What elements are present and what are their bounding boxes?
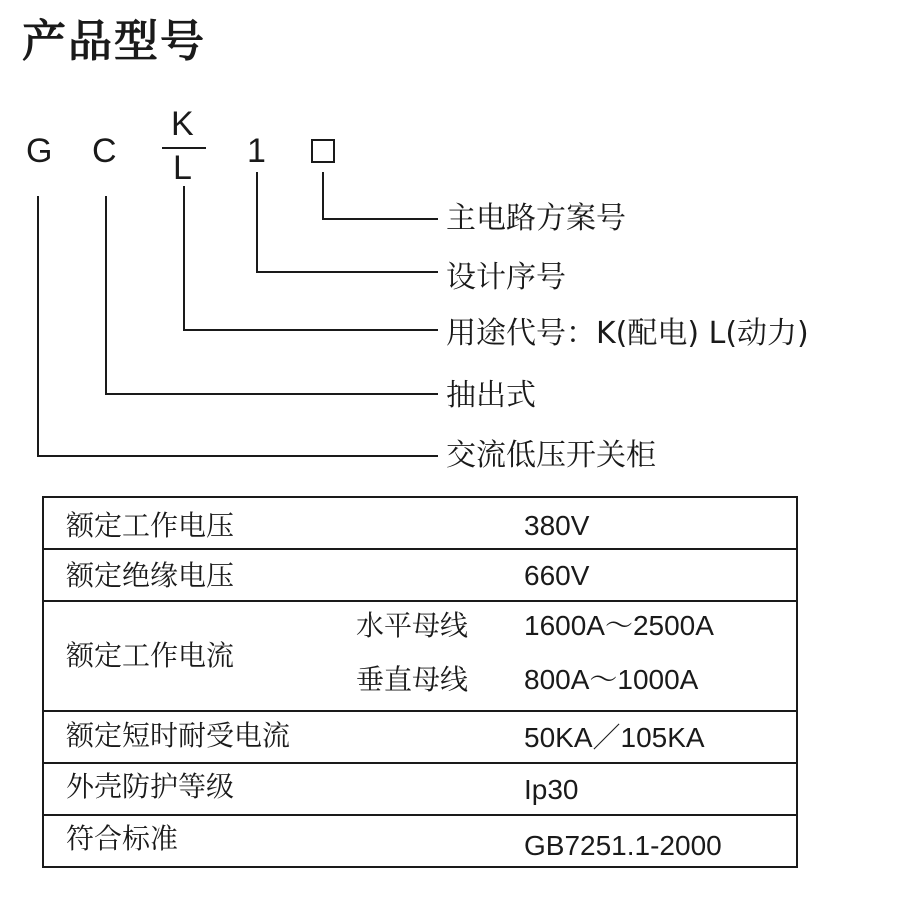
rated-short-time-withstand-current-value: 50KA／105KA xyxy=(524,722,705,753)
vertical-busbar-label: 垂直母线 xyxy=(356,663,469,696)
table-row xyxy=(43,497,797,549)
table-row xyxy=(43,711,797,763)
enclosure-protection-grade-value: Ip30 xyxy=(524,774,579,805)
horizontal-busbar-label: 水平母线 xyxy=(356,609,469,642)
rated-working-voltage-value: 380V xyxy=(524,510,590,541)
table-row-cell xyxy=(43,711,797,763)
rated-working-voltage-label: 额定工作电压 xyxy=(66,509,235,542)
leader-line-scheme xyxy=(323,172,438,219)
table-row-cell xyxy=(43,815,797,867)
code-letter-l: L xyxy=(173,149,192,187)
leader-line-drawout xyxy=(106,196,438,394)
vertical-busbar-value: 800A～1000A xyxy=(524,664,699,695)
rated-short-time-withstand-current-label: 额定短时耐受电流 xyxy=(66,719,291,752)
code-letter-g: G xyxy=(26,132,53,170)
leader-line-design xyxy=(257,172,438,272)
rated-insulation-voltage-value: 660V xyxy=(524,560,590,591)
table-row-cell xyxy=(43,497,797,549)
desc-drawout-type: 抽出式 xyxy=(446,378,536,413)
compliance-standard-value: GB7251.1-2000 xyxy=(524,830,722,861)
enclosure-protection-grade-label: 外壳防护等级 xyxy=(66,770,235,803)
desc-main-circuit-scheme: 主电路方案号 xyxy=(446,201,626,236)
leader-line-usage xyxy=(184,186,438,330)
table-row xyxy=(43,549,797,601)
code-digit-1: 1 xyxy=(247,132,266,170)
code-letter-c: C xyxy=(92,132,117,170)
leader-line-ac xyxy=(38,196,438,456)
desc-design-serial: 设计序号 xyxy=(446,260,566,295)
page-title: 产品型号 xyxy=(22,16,206,67)
table-row-cell xyxy=(43,601,797,711)
code-letter-k: K xyxy=(171,105,194,143)
spec-table xyxy=(42,496,798,868)
table-row-cell xyxy=(43,763,797,815)
desc-ac-low-voltage-switchgear: 交流低压开关柜 xyxy=(446,438,656,473)
table-row xyxy=(43,815,797,867)
rated-insulation-voltage-label: 额定绝缘电压 xyxy=(66,559,235,592)
horizontal-busbar-value: 1600A～2500A xyxy=(524,610,714,641)
desc-usage-code: 用途代号：K(配电) L(动力) xyxy=(446,316,809,351)
rated-working-current-label: 额定工作电流 xyxy=(66,639,235,672)
table-row-cell xyxy=(43,549,797,601)
table-row xyxy=(43,763,797,815)
compliance-standard-label: 符合标准 xyxy=(66,822,179,855)
table-row xyxy=(43,601,797,711)
